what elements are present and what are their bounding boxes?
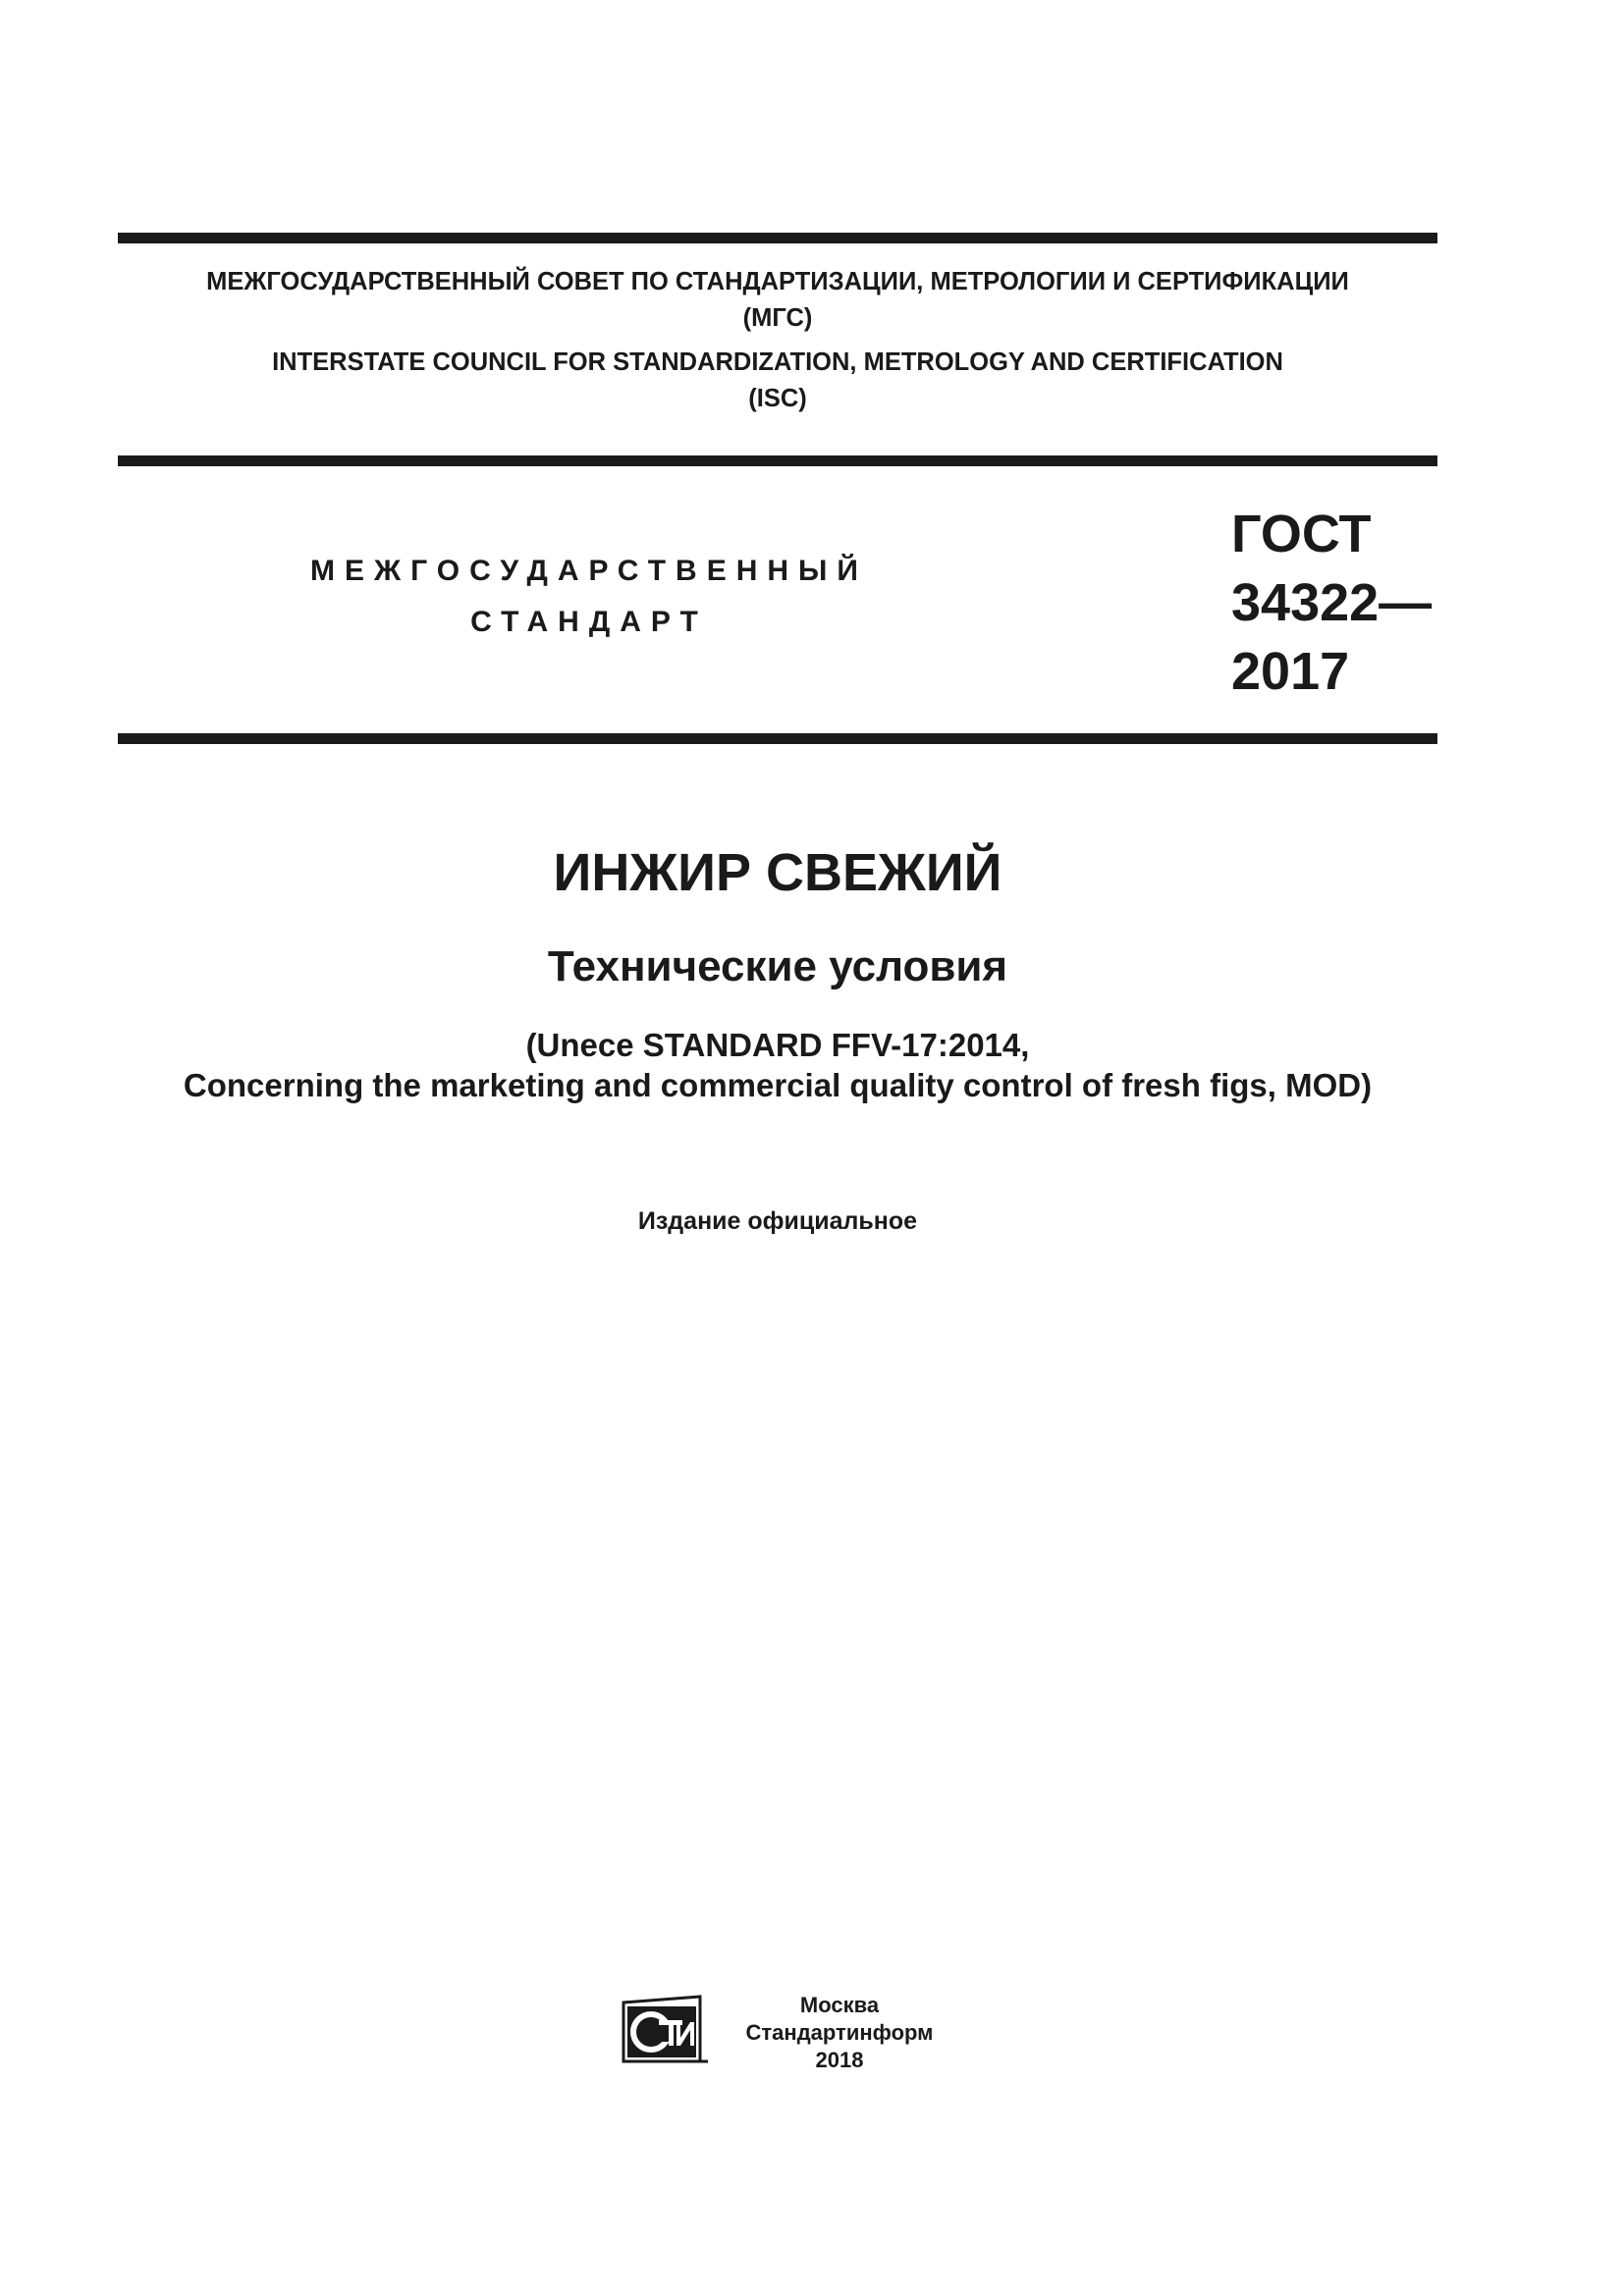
publisher-city: Москва — [799, 1993, 880, 2017]
gost-year: 2017 — [1231, 642, 1350, 701]
standard-type-line1: МЕЖГОСУДАРСТВЕННЫЙ — [310, 555, 868, 587]
council-abbr-ru: (МГС) — [742, 304, 813, 332]
council-name-ru: МЕЖГОСУДАРСТВЕННЫЙ СОВЕТ ПО СТАНДАРТИЗАЦИИ, МЕТРОЛОГИИ И СЕРТИФИКАЦИИ — [206, 268, 1349, 295]
gost-prefix: ГОСТ — [1231, 505, 1372, 563]
publisher-year: 2018 — [815, 2048, 864, 2072]
bottom-divider — [118, 733, 1437, 744]
reference-standard-line1: (Unece STANDARD FFV-17:2014, — [525, 1027, 1030, 1063]
document-subtitle: Технические условия — [547, 942, 1008, 990]
top-divider — [118, 233, 1437, 243]
standard-type-line2: СТАНДАРТ — [470, 606, 708, 638]
edition-label: Издание официальное — [637, 1207, 918, 1235]
standartinform-logo-icon — [616, 1993, 708, 2067]
publisher-name: Стандартинформ — [745, 2020, 934, 2045]
council-abbr-en: (ISC) — [748, 385, 807, 412]
gost-number: 34322— — [1231, 573, 1433, 632]
reference-standard-line2: Concerning the marketing and commercial quality control of fresh figs, MOD) — [183, 1067, 1373, 1103]
middle-divider — [118, 455, 1437, 466]
council-name-en: INTERSTATE COUNCIL FOR STANDARDIZATION, METROLOGY AND CERTIFICATION — [272, 348, 1283, 376]
document-title: ИНЖИР СВЕЖИЙ — [553, 843, 1002, 902]
